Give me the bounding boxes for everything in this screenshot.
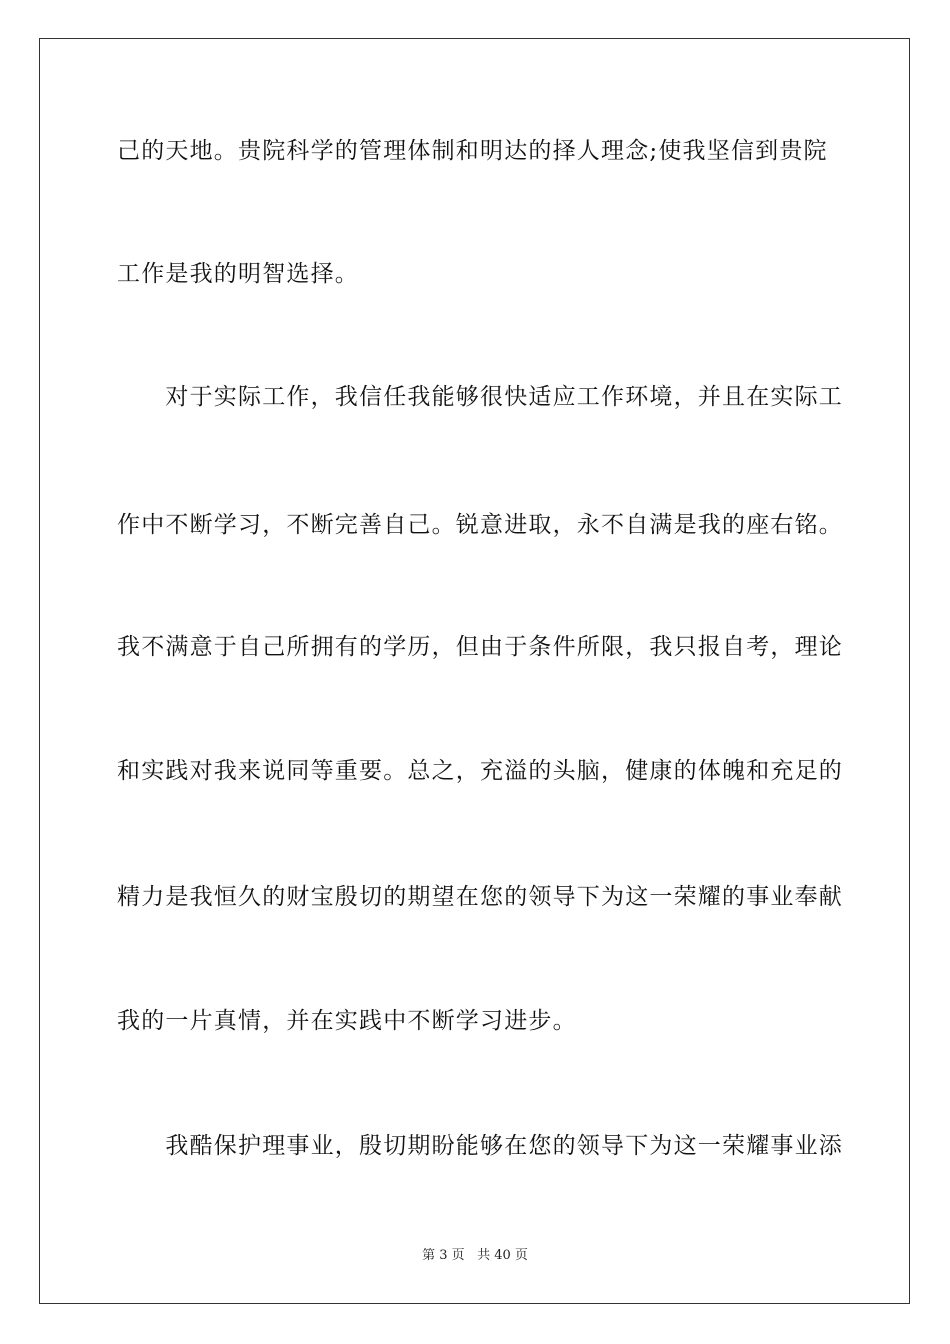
page-number: 第 3 页 [422, 1248, 465, 1263]
text-line-7: 精力是我恒久的财宝殷切的期望在您的领导下为这一荣耀的事业奉献 [117, 884, 843, 910]
page-border [39, 38, 910, 1304]
text-line-2: 工作是我的明智选择。 [117, 261, 359, 287]
text-line-4: 作中不断学习，不断完善自己。锐意进取，永不自满是我的座右铭。 [117, 512, 843, 538]
page-total: 共 40 页 [477, 1248, 528, 1263]
page-footer [0, 1247, 950, 1265]
text-line-8: 我的一片真情，并在实践中不断学习进步。 [117, 1008, 577, 1034]
text-line-1: 己的天地。贵院科学的管理体制和明达的择人理念;使我坚信到贵院 [117, 138, 828, 164]
text-line-5: 我不满意于自己所拥有的学历，但由于条件所限，我只报自考，理论 [117, 634, 843, 660]
text-line-3: 对于实际工作，我信任我能够很快适应工作环境，并且在实际工 [117, 384, 843, 410]
text-line-9: 我酷保护理事业，殷切期盼能够在您的领导下为这一荣耀事业添 [117, 1133, 843, 1159]
text-line-6: 和实践对我来说同等重要。总之，充溢的头脑，健康的体魄和充足的 [117, 758, 843, 784]
